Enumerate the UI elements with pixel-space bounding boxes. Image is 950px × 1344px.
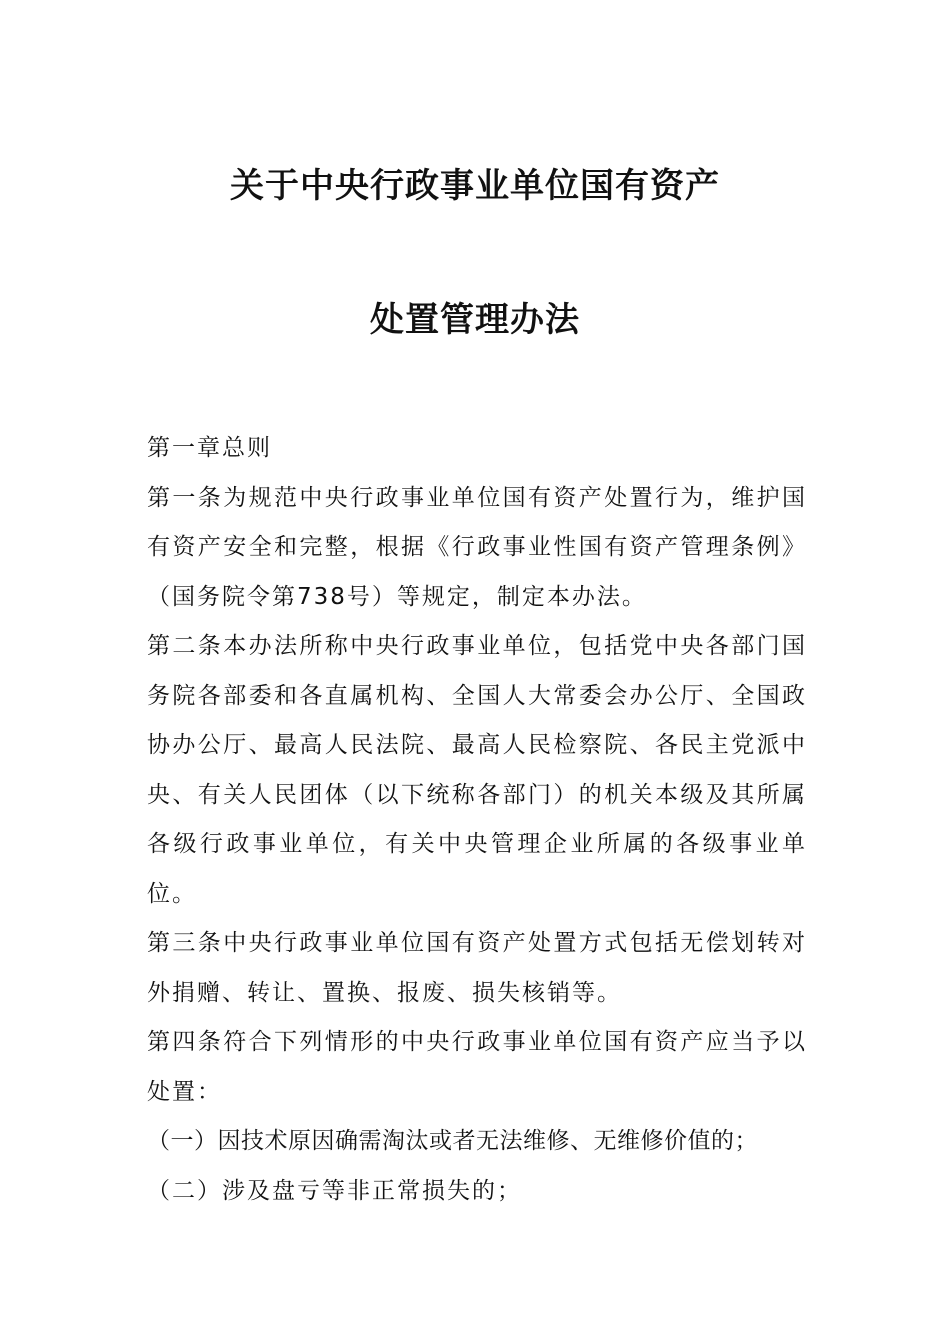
- article-1: 第一条为规范中央行政事业单位国有资产处置行为，维护国有资产安全和完整，根据《行政事业性国有资产管理条例》（国务院令第738号）等规定，制定本办法。: [147, 484, 807, 610]
- document-title-line-1: 关于中央行政事业单位国有资产: [230, 166, 720, 206]
- document-title-line-2: 处置管理办法: [370, 300, 580, 340]
- article-2: 第二条本办法所称中央行政事业单位，包括党中央各部门国务院各部委和各直属机构、全国人大常委会办公厅、全国政协办公厅、最高人民法院、最高人民检察院、各民主党派中央、有关人民团体（以下统称各部门）的机关本级及其所属各级行政事业单位，有关中央管理企业所属的各级事业单位。: [147, 633, 807, 907]
- article-4-item-2: （二）涉及盘亏等非正常损失的；: [147, 1177, 522, 1204]
- article-4: 第四条符合下列情形的中央行政事业单位国有资产应当予以处置：: [147, 1029, 807, 1105]
- document-body: [147, 424, 807, 1216]
- article-3: 第三条中央行政事业单位国有资产处置方式包括无偿划转对外捐赠、转让、置换、报废、损失核销等。: [147, 930, 807, 1006]
- article-4-item-1: （一）因技术原因确需淘汰或者无法维修、无维修价值的；: [147, 1128, 758, 1154]
- chapter-heading: 第一章总则: [147, 435, 272, 461]
